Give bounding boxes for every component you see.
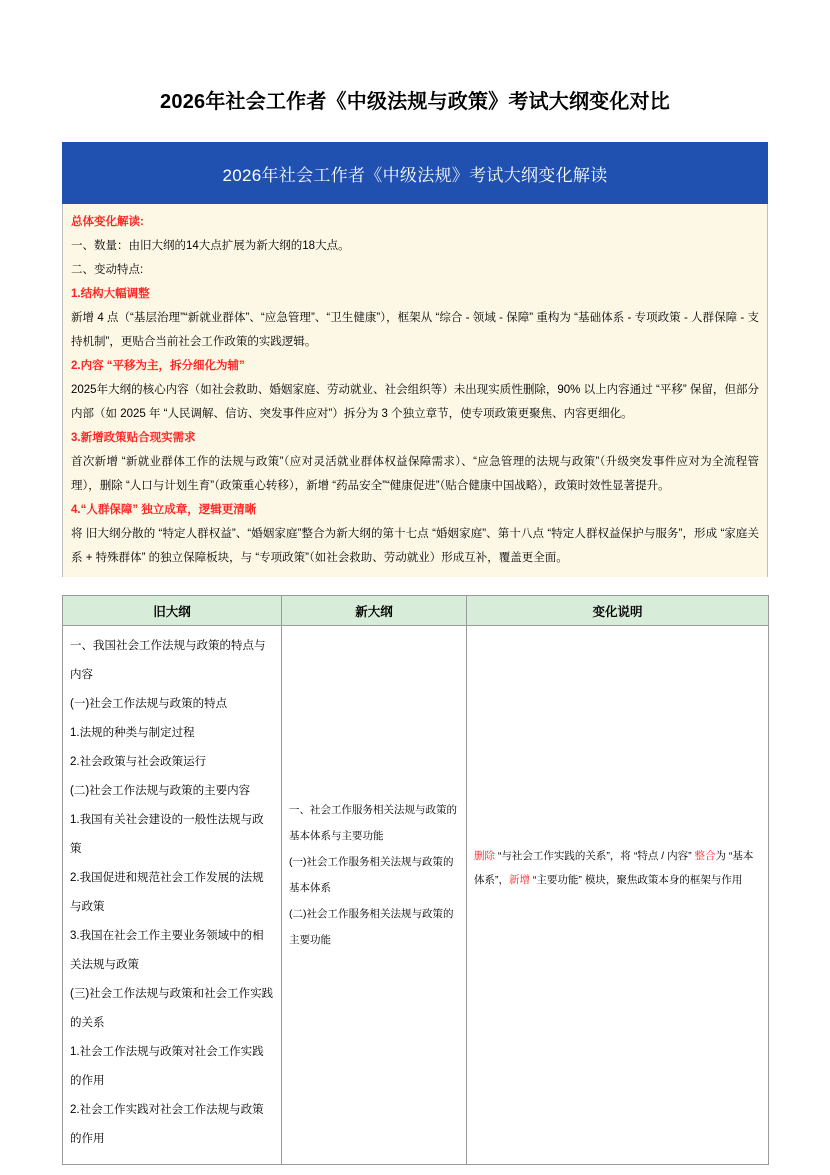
column-header-old-outline: 旧大纲	[63, 596, 282, 626]
change-note-fragment: “与社会工作实践的关系”，将 “特点 / 内容”	[495, 850, 695, 862]
table-header-row	[63, 596, 769, 626]
column-header-new-outline: 新大纲	[282, 596, 467, 626]
outline-line: (三)社会工作法规与政策和社会工作实践的关系	[70, 988, 274, 1029]
comparison-table	[62, 595, 769, 1165]
change-note-text	[474, 844, 761, 892]
summary-paragraph: 一、数量：由旧大纲的14大点扩展为新大纲的18大点。	[71, 240, 350, 252]
summary-body	[71, 234, 759, 570]
summary-paragraph: 2025年大纲的核心内容（如社会救助、婚姻家庭、劳动就业、社会组织等）未出现实质性删除，90% 以上内容通过 “平移” 保留，但部分内部（如 2025 年 “人民调解、信访、突发事件应对”）拆分为 3 个独立章节，使专项政策更聚焦、内容更细化。	[71, 384, 759, 420]
outline-line: 1.法规的种类与制定过程	[70, 727, 195, 739]
change-note-fragment: 为 “基本体系”，	[474, 850, 754, 886]
cell-change-note	[467, 626, 769, 1165]
change-keyword: 新增	[509, 874, 530, 886]
change-keyword: 删除	[474, 850, 495, 862]
summary-paragraph: 首次新增 “新就业群体工作的法规与政策”（应对灵活就业群体权益保障需求）、“应急管理的法规与政策”（升级突发事件应对为全流程管理），删除 “人口与计划生育”（政策重心转移），新增 “药品安全”“健康促进”（贴合健康中国战略），政策时效性显著提升。	[71, 456, 759, 492]
table-body	[63, 626, 769, 1165]
summary-section	[62, 204, 768, 577]
summary-subheading: 4.“人群保障” 独立成章，逻辑更清晰	[71, 504, 257, 516]
outline-line: 3.我国在社会工作主要业务领域中的相关法规与政策	[70, 930, 264, 971]
outline-line: (二)社会工作服务相关法规与政策的主要功能	[289, 908, 454, 946]
outline-line: (一)社会工作法规与政策的特点	[70, 698, 228, 710]
page-title: 2026年社会工作者《中级法规与政策》考试大纲变化对比	[160, 91, 670, 113]
new-outline-block	[289, 632, 459, 953]
outline-line: 2.我国促进和规范社会工作发展的法规与政策	[70, 872, 264, 913]
outline-line: 1.社会工作法规与政策对社会工作实践的作用	[70, 1046, 264, 1087]
change-note-block	[474, 632, 761, 892]
change-keyword: 整合	[694, 850, 716, 862]
outline-line: (一)社会工作服务相关法规与政策的基本体系	[289, 856, 454, 894]
outline-line: (二)社会工作法规与政策的主要内容	[70, 785, 251, 797]
banner-header	[62, 142, 768, 204]
summary-paragraph: 新增 4 点（“基层治理”“新就业群体”、“应急管理”、“卫生健康”），框架从 “综合 - 领域 - 保障” 重构为 “基础体系 - 专项政策 - 人群保障 - 支持机制”，更贴合当前社会工作政策的实践逻辑。	[71, 312, 759, 348]
outline-line: 一、我国社会工作法规与政策的特点与内容	[70, 640, 266, 681]
column-header-change-note: 变化说明	[467, 596, 769, 626]
outline-line: 2.社会工作实践对社会工作法规与政策的作用	[70, 1104, 264, 1145]
summary-subheading: 3.新增政策贴合现实需求	[71, 432, 196, 444]
outline-line: 1.我国有关社会建设的一般性法规与政策	[70, 814, 264, 855]
outline-line: 2.社会政策与社会政策运行	[70, 756, 207, 768]
cell-old-outline	[63, 626, 282, 1165]
summary-paragraph: 二、变动特点:	[71, 264, 144, 276]
change-note-fragment: “主要功能” 模块，聚焦政策本身的框架与作用	[530, 874, 743, 886]
summary-subheading: 1.结构大幅调整	[71, 288, 150, 300]
outline-line: 一、社会工作服务相关法规与政策的基本体系与主要功能	[289, 804, 457, 842]
banner-title: 2026年社会工作者《中级法规》考试大纲变化解读	[222, 165, 608, 185]
table-row	[63, 626, 769, 1165]
summary-subheading: 2.内容 “平移为主，拆分细化为辅”	[71, 360, 245, 372]
cell-new-outline	[282, 626, 467, 1165]
summary-paragraph: 将 旧大纲分散的 “特定人群权益”、“婚姻家庭”整合为新大纲的第十七点 “婚姻家庭”、第十八点 “特定人群权益保护与服务”，形成 “家庭关系 + 特殊群体” 的独立保障板块，与 “专项政策”（如社会救助、劳动就业）形成互补，覆盖更全面。	[71, 528, 759, 564]
summary-heading: 总体变化解读:	[71, 216, 144, 228]
